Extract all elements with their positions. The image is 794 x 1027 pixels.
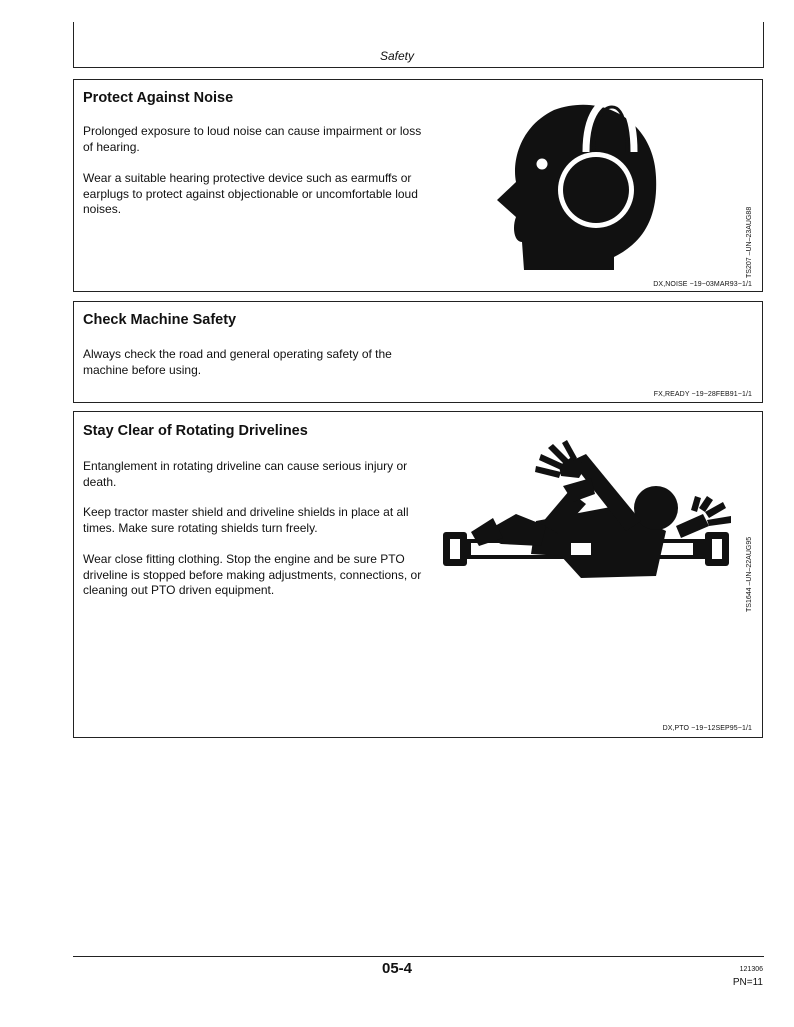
section-title: Protect Against Noise	[83, 90, 234, 106]
footer-code: 121306	[739, 966, 763, 973]
reference-code: DX,PTO −19−12SEP95−1/1	[662, 725, 752, 732]
section-paragraph: Keep tractor master shield and driveline shields in place at all times. Make sure rotating shields turn freely.	[83, 505, 409, 535]
section-stay-clear-rotating-drivelines	[73, 411, 763, 738]
hearing-protection-head-icon	[494, 92, 659, 272]
section-paragraph: Entanglement in rotating driveline can cause serious injury or death.	[83, 459, 408, 489]
figure-code: TS207 –UN–23AUG88	[746, 206, 753, 278]
section-title: Stay Clear of Rotating Drivelines	[83, 423, 308, 439]
section-paragraph: Always check the road and general operating safety of the machine before using.	[83, 347, 392, 377]
section-check-machine-safety	[73, 301, 763, 403]
section-paragraph: Wear a suitable hearing protective device such as earmuffs or earplugs to protect against objectionable or uncomfortable loud noises.	[83, 171, 418, 216]
reference-code: DX,NOISE −19−03MAR93−1/1	[653, 281, 752, 288]
reference-code: FX,READY −19−28FEB91−1/1	[653, 391, 752, 398]
section-title: Check Machine Safety	[83, 312, 237, 328]
header-rule-bottom	[73, 67, 764, 68]
driveline-entanglement-icon	[441, 436, 741, 586]
page-number: 05-4	[381, 960, 413, 977]
figure-code: TS1644 –UN–22AUG95	[746, 536, 753, 612]
section-paragraph: Prolonged exposure to loud noise can cause impairment or loss of hearing.	[83, 124, 422, 154]
section-protect-against-noise	[73, 79, 763, 292]
footer-pn: PN=11	[732, 977, 763, 988]
section-paragraph: Wear close fitting clothing. Stop the engine and be sure PTO driveline is stopped before making adjustments, connections, or cleaning out PTO driven equipment.	[83, 552, 422, 597]
running-header: Safety	[379, 49, 415, 63]
footer-rule	[73, 956, 764, 957]
